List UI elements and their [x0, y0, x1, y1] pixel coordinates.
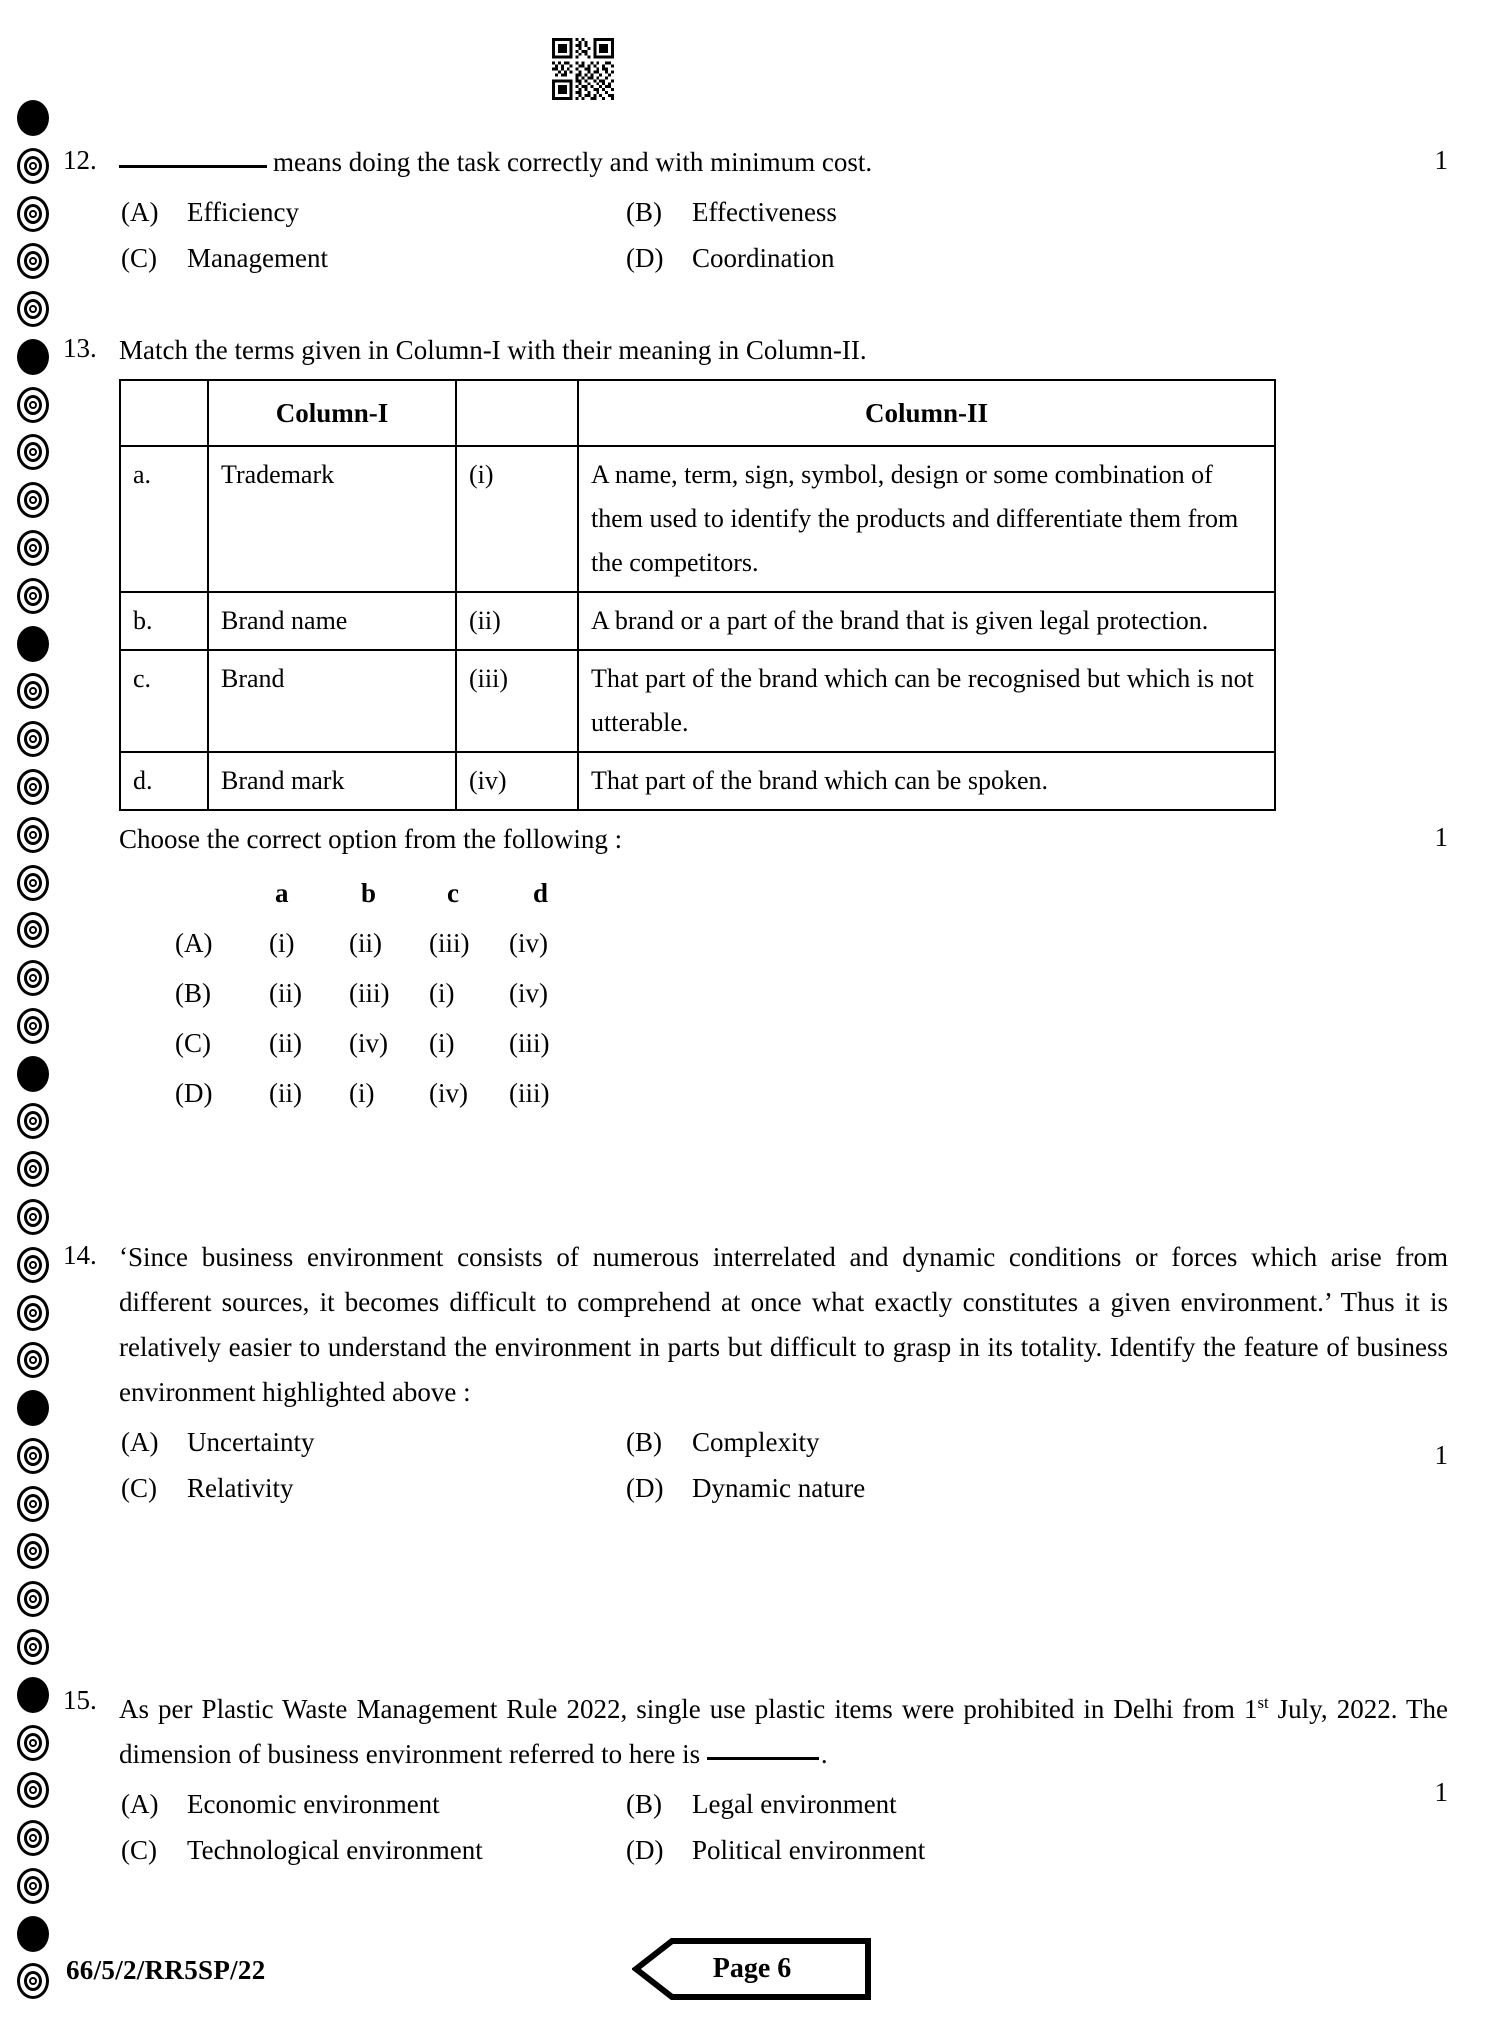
question-14-stem: ‘Since business environment consists of numerous interrelated and dynamic conditions or forces which arise from different sources, it becomes difficult to comprehend at once what exactly constitutes a given environment.’ Thus it is relatively easier to understand the environment in parts but difficult to grasp in its totality. Identify the feature of business environment highlighted above : — [119, 1242, 1448, 1407]
option-15-d[interactable] — [626, 1827, 1448, 1873]
option-tag: (B) — [626, 1427, 662, 1457]
binding-ring — [17, 769, 49, 805]
binding-ring — [17, 1486, 49, 1522]
answer-grid-header — [175, 868, 1448, 918]
option-tag: (A) — [175, 928, 213, 958]
binding-ring — [17, 291, 49, 327]
stem-part-1: As per Plastic Waste Management Rule 2022, single use plastic items were prohibited in Delhi from 1 — [119, 1694, 1258, 1724]
row-term: Brand mark — [208, 752, 456, 810]
option-tag: (C) — [121, 243, 157, 273]
option-tag: (D) — [626, 243, 664, 273]
question-15-number: 15. — [63, 1685, 97, 1715]
page-number-label: Page 6 — [712, 1953, 792, 1984]
binding-ring — [17, 482, 49, 518]
binding-ring — [17, 1677, 49, 1713]
option-13-d[interactable] — [175, 1068, 1448, 1118]
row-roman: (i) — [456, 446, 578, 592]
row-key: b. — [120, 592, 208, 650]
header-column-ii: Column-II — [578, 380, 1275, 446]
option-label: Political environment — [692, 1835, 926, 1865]
binding-ring — [17, 1199, 49, 1235]
binding-ring — [17, 1868, 49, 1904]
fill-in-blank[interactable] — [707, 1757, 819, 1760]
option-tag: (C) — [175, 1028, 211, 1058]
option-label: Relativity — [187, 1473, 294, 1503]
question-14 — [63, 1235, 1448, 1511]
binding-ring — [17, 626, 49, 662]
value-d: (iii) — [509, 1028, 550, 1058]
value-a: (ii) — [269, 978, 302, 1008]
value-b: (ii) — [349, 928, 382, 958]
table-row — [120, 446, 1275, 592]
question-13-marks: 1 — [1434, 822, 1448, 852]
option-13-a[interactable] — [175, 918, 1448, 968]
match-columns-table — [119, 379, 1276, 811]
option-tag: (A) — [121, 1427, 159, 1457]
binding-ring — [17, 1629, 49, 1665]
col-head-b: b — [361, 878, 377, 908]
spacer — [175, 868, 269, 918]
option-label: Effectiveness — [692, 197, 837, 227]
row-key: c. — [120, 650, 208, 752]
binding-ring — [17, 1438, 49, 1474]
row-meaning: That part of the brand which can be spoken. — [578, 752, 1275, 810]
row-key: a. — [120, 446, 208, 592]
question-13 — [63, 328, 1448, 1118]
question-14-marks: 1 — [1434, 1440, 1448, 1470]
question-15-options — [63, 1781, 1448, 1873]
option-tag: (B) — [626, 197, 662, 227]
option-12-d[interactable] — [626, 235, 1448, 281]
header-column-i: Column-I — [208, 380, 456, 446]
option-12-c[interactable] — [63, 235, 626, 281]
option-tag: (C) — [121, 1835, 157, 1865]
binding-ring — [17, 1056, 49, 1092]
option-14-d[interactable] — [626, 1465, 1448, 1511]
binding-ring — [17, 1008, 49, 1044]
paper-code: 66/5/2/RR5SP/22 — [66, 1955, 266, 1985]
row-key: d. — [120, 752, 208, 810]
ordinal-suffix: st — [1257, 1693, 1269, 1712]
option-label: Legal environment — [692, 1789, 897, 1819]
binding-ring — [17, 1533, 49, 1569]
option-tag: (A) — [121, 197, 159, 227]
question-12-number: 12. — [63, 145, 97, 175]
fill-in-blank[interactable] — [119, 165, 267, 168]
option-tag: (D) — [175, 1078, 213, 1108]
col-head-d: d — [533, 878, 549, 908]
question-13-answer-grid — [63, 868, 1448, 1118]
question-12-stem-text: means doing the task correctly and with minimum cost. — [273, 147, 873, 177]
binding-ring — [17, 1247, 49, 1283]
option-label: Coordination — [692, 243, 835, 273]
value-c: (i) — [429, 1028, 455, 1058]
row-term: Brand name — [208, 592, 456, 650]
row-meaning: A brand or a part of the brand that is given legal protection. — [578, 592, 1275, 650]
row-meaning: A name, term, sign, symbol, design or some combination of them used to identify the products and differentiate them from the competitors. — [578, 446, 1275, 592]
value-c: (iii) — [429, 928, 470, 958]
binding-ring — [17, 1581, 49, 1617]
stem-part-2: July, 2022. The dimension of business environment referred to here is — [119, 1694, 1448, 1769]
value-d: (iv) — [509, 928, 548, 958]
binding-ring — [17, 1963, 49, 1999]
question-12-options — [63, 189, 1448, 281]
header-key — [120, 380, 208, 446]
binding-ring — [17, 865, 49, 901]
option-15-b[interactable] — [626, 1781, 1448, 1827]
option-12-b[interactable] — [626, 189, 1448, 235]
binding-ring — [17, 1390, 49, 1426]
binding-ring — [17, 148, 49, 184]
col-head-c: c — [447, 878, 459, 908]
binding-ring — [17, 1820, 49, 1856]
question-13-choose-text: Choose the correct option from the following : — [119, 824, 623, 854]
option-label: Technological environment — [187, 1835, 483, 1865]
value-b: (iii) — [349, 978, 390, 1008]
table-row — [120, 752, 1275, 810]
binding-ring — [17, 1151, 49, 1187]
option-13-c[interactable] — [175, 1018, 1448, 1068]
option-label: Complexity — [692, 1427, 820, 1457]
option-tag: (A) — [121, 1789, 159, 1819]
binding-ring — [17, 960, 49, 996]
option-label: Management — [187, 243, 328, 273]
row-meaning: That part of the brand which can be recognised but which is not utterable. — [578, 650, 1275, 752]
question-12-stem — [119, 140, 1448, 185]
value-b: (i) — [349, 1078, 375, 1108]
question-15-stem — [119, 1680, 1448, 1777]
question-14-number: 14. — [63, 1240, 97, 1270]
binding-ring — [17, 721, 49, 757]
option-label: Uncertainty — [187, 1427, 315, 1457]
value-a: (i) — [269, 928, 295, 958]
binding-ring — [17, 530, 49, 566]
option-tag: (D) — [626, 1473, 664, 1503]
question-14-options — [63, 1419, 1448, 1511]
binding-ring — [17, 1342, 49, 1378]
question-12 — [63, 140, 1448, 281]
spiral-binding — [10, 100, 56, 2000]
row-roman: (ii) — [456, 592, 578, 650]
value-d: (iv) — [509, 978, 548, 1008]
binding-ring — [17, 817, 49, 853]
col-head-a: a — [275, 878, 289, 908]
question-15 — [63, 1680, 1448, 1873]
binding-ring — [17, 1916, 49, 1952]
value-c: (i) — [429, 978, 455, 1008]
value-c: (iv) — [429, 1078, 468, 1108]
option-15-a[interactable] — [63, 1781, 626, 1827]
binding-ring — [17, 196, 49, 232]
row-roman: (iii) — [456, 650, 578, 752]
value-d: (iii) — [509, 1078, 550, 1108]
option-tag: (C) — [121, 1473, 157, 1503]
option-tag: (B) — [626, 1789, 662, 1819]
option-14-c[interactable] — [63, 1465, 626, 1511]
row-term: Brand — [208, 650, 456, 752]
binding-ring — [17, 673, 49, 709]
binding-ring — [17, 1103, 49, 1139]
question-15-marks: 1 — [1434, 1777, 1448, 1807]
question-13-stem: Match the terms given in Column-I with their meaning in Column-II. — [119, 335, 867, 365]
value-a: (ii) — [269, 1078, 302, 1108]
option-label: Efficiency — [187, 197, 299, 227]
binding-ring — [17, 1725, 49, 1761]
binding-ring — [17, 912, 49, 948]
question-12-marks: 1 — [1434, 145, 1448, 175]
table-header-row — [120, 380, 1275, 446]
binding-ring — [17, 339, 49, 375]
option-label: Dynamic nature — [692, 1473, 866, 1503]
option-label: Economic environment — [187, 1789, 440, 1819]
option-14-a[interactable] — [63, 1419, 626, 1465]
value-a: (ii) — [269, 1028, 302, 1058]
binding-ring — [17, 243, 49, 279]
table-row — [120, 592, 1275, 650]
option-13-b[interactable] — [175, 968, 1448, 1018]
question-13-number: 13. — [63, 333, 97, 363]
option-15-c[interactable] — [63, 1827, 626, 1873]
table-row — [120, 650, 1275, 752]
option-tag: (D) — [626, 1835, 664, 1865]
value-b: (iv) — [349, 1028, 388, 1058]
header-roman — [456, 380, 578, 446]
row-roman: (iv) — [456, 752, 578, 810]
binding-ring — [17, 578, 49, 614]
stem-part-3: . — [820, 1739, 828, 1769]
option-12-a[interactable] — [63, 189, 626, 235]
binding-ring — [17, 1772, 49, 1808]
binding-ring — [17, 434, 49, 470]
row-term: Trademark — [208, 446, 456, 592]
binding-ring — [17, 100, 49, 136]
page-number-badge — [632, 1938, 872, 2000]
option-14-b[interactable] — [626, 1419, 1448, 1465]
binding-ring — [17, 1295, 49, 1331]
option-tag: (B) — [175, 978, 211, 1008]
binding-ring — [17, 387, 49, 423]
